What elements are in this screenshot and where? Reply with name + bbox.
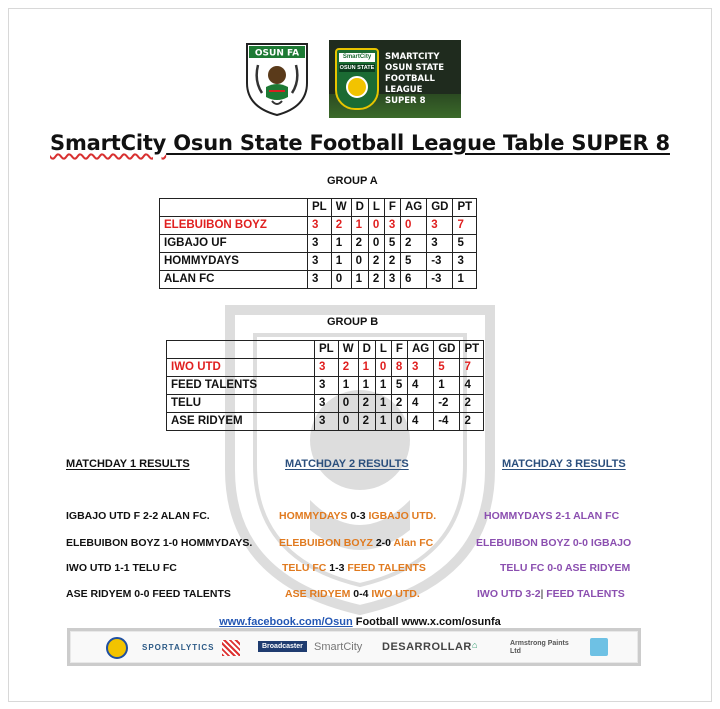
stat-cell: 1 bbox=[351, 217, 368, 235]
sponsor-bar bbox=[67, 628, 641, 666]
stat-cell: 3 bbox=[315, 377, 339, 395]
stat-cell: 3 bbox=[308, 271, 332, 289]
team-name: IGBAJO UF bbox=[160, 235, 308, 253]
stat-cell: 0 bbox=[375, 359, 391, 377]
osun-fa-crest-logo bbox=[244, 41, 310, 117]
column-header: F bbox=[391, 341, 407, 359]
column-header: W bbox=[331, 199, 351, 217]
column-header: GD bbox=[427, 199, 453, 217]
matchday-2-heading: MATCHDAY 2 RESULTS bbox=[285, 458, 409, 470]
stat-cell: 2 bbox=[338, 359, 358, 377]
column-header: F bbox=[384, 199, 400, 217]
stat-cell: 1 bbox=[358, 359, 375, 377]
team-name: FEED TALENTS bbox=[167, 377, 315, 395]
stat-cell: 0 bbox=[391, 413, 407, 431]
sponsor-seal-icon bbox=[106, 637, 128, 659]
md3-result: TELU FC 0-0 ASE RIDYEM bbox=[500, 562, 631, 574]
column-header: W bbox=[338, 341, 358, 359]
stat-cell: 3 bbox=[315, 413, 339, 431]
stat-cell: 2 bbox=[368, 253, 384, 271]
stat-cell: 3 bbox=[315, 359, 339, 377]
page-title bbox=[0, 131, 720, 155]
column-header: D bbox=[358, 341, 375, 359]
stat-cell: 3 bbox=[308, 235, 332, 253]
stat-cell: -3 bbox=[427, 271, 453, 289]
stat-cell: 2 bbox=[368, 271, 384, 289]
column-header: L bbox=[375, 341, 391, 359]
stat-cell: -2 bbox=[434, 395, 460, 413]
header-team-cell bbox=[160, 199, 308, 217]
column-header: PT bbox=[460, 341, 484, 359]
team-name: ELEBUIBON BOYZ bbox=[160, 217, 308, 235]
league-badge-icon: SmartCity OSUN STATE bbox=[335, 48, 379, 110]
column-header: AG bbox=[407, 341, 433, 359]
column-header: L bbox=[368, 199, 384, 217]
stat-cell: 2 bbox=[331, 217, 351, 235]
stat-cell: 2 bbox=[391, 395, 407, 413]
stat-cell: 2 bbox=[400, 235, 426, 253]
table-row bbox=[167, 395, 484, 413]
team-name: ALAN FC bbox=[160, 271, 308, 289]
group-b-table bbox=[166, 340, 484, 431]
group-a-table bbox=[159, 198, 477, 289]
stat-cell: 3 bbox=[308, 253, 332, 271]
stat-cell: 4 bbox=[407, 395, 433, 413]
stat-cell: 3 bbox=[384, 271, 400, 289]
md3-result: IWO UTD 3-2| FEED TALENTS bbox=[477, 588, 625, 600]
team-name: TELU bbox=[167, 395, 315, 413]
md1-result: IGBAJO UTD F 2-2 ALAN FC. bbox=[66, 510, 210, 522]
stat-cell: 0 bbox=[368, 217, 384, 235]
matchday-1-heading: MATCHDAY 1 RESULTS bbox=[66, 458, 190, 470]
stat-cell: 3 bbox=[308, 217, 332, 235]
md1-result: IWO UTD 1-1 TELU FC bbox=[66, 562, 177, 574]
stat-cell: 2 bbox=[460, 413, 484, 431]
sponsor-flag-icon bbox=[222, 640, 240, 656]
sponsor-sportalytics: SPORTALYTICS bbox=[142, 643, 215, 652]
md3-result: ELEBUIBON BOYZ 0-0 IGBAJO bbox=[476, 537, 632, 549]
stat-cell: 2 bbox=[460, 395, 484, 413]
stat-cell: 8 bbox=[391, 359, 407, 377]
table-row bbox=[160, 217, 477, 235]
stat-cell: 1 bbox=[375, 413, 391, 431]
group-b-label: GROUP B bbox=[327, 316, 379, 328]
md2-result: TELU FC 1-3 FEED TALENTS bbox=[282, 562, 426, 574]
table-row bbox=[167, 377, 484, 395]
title-first-word: SmartCity bbox=[50, 131, 167, 155]
stat-cell: 0 bbox=[338, 413, 358, 431]
table-row bbox=[160, 253, 477, 271]
table-header-row bbox=[167, 341, 484, 359]
matchday-3-heading: MATCHDAY 3 RESULTS bbox=[502, 458, 626, 470]
sponsor-tmk-icon: ⌂ bbox=[472, 640, 478, 650]
stat-cell: 7 bbox=[460, 359, 484, 377]
stat-cell: 5 bbox=[453, 235, 477, 253]
stat-cell: 1 bbox=[331, 235, 351, 253]
stat-cell: 3 bbox=[427, 217, 453, 235]
stat-cell: -3 bbox=[427, 253, 453, 271]
table-row bbox=[160, 271, 477, 289]
stat-cell: 3 bbox=[384, 217, 400, 235]
stat-cell: 5 bbox=[384, 235, 400, 253]
stat-cell: -4 bbox=[434, 413, 460, 431]
stat-cell: 1 bbox=[453, 271, 477, 289]
column-header: GD bbox=[434, 341, 460, 359]
stat-cell: 1 bbox=[351, 271, 368, 289]
stat-cell: 6 bbox=[400, 271, 426, 289]
stat-cell: 0 bbox=[368, 235, 384, 253]
super8-league-logo bbox=[329, 40, 461, 118]
stat-cell: 5 bbox=[391, 377, 407, 395]
md3-result: HOMMYDAYS 2-1 ALAN FC bbox=[484, 510, 620, 522]
stat-cell: 0 bbox=[351, 253, 368, 271]
sponsor-smartcity: SmartCity bbox=[314, 641, 363, 653]
column-header: PL bbox=[308, 199, 332, 217]
stat-cell: 3 bbox=[427, 235, 453, 253]
group-a-label: GROUP A bbox=[327, 175, 378, 187]
sponsor-armstrong: Armstrong Paints Ltd bbox=[510, 640, 569, 655]
stat-cell: 4 bbox=[460, 377, 484, 395]
team-name: HOMMYDAYS bbox=[160, 253, 308, 271]
md1-result: ELEBUIBON BOYZ 1-0 HOMMYDAYS. bbox=[66, 537, 253, 549]
column-header: D bbox=[351, 199, 368, 217]
stat-cell: 1 bbox=[375, 395, 391, 413]
title-rest: Osun State Football League Table SUPER 8 bbox=[166, 131, 670, 155]
md2-result: ELEBUIBON BOYZ 2-0 Alan FC bbox=[279, 537, 434, 549]
stat-cell: 5 bbox=[400, 253, 426, 271]
stat-cell: 5 bbox=[434, 359, 460, 377]
md1-result: ASE RIDYEM 0-0 FEED TALENTS bbox=[66, 588, 231, 600]
table-row bbox=[167, 359, 484, 377]
stat-cell: 1 bbox=[375, 377, 391, 395]
stat-cell: 2 bbox=[384, 253, 400, 271]
sponsor-square-icon bbox=[590, 638, 608, 656]
column-header: AG bbox=[400, 199, 426, 217]
md2-result: ASE RIDYEM 0-4 IWO UTD. bbox=[285, 588, 420, 600]
sponsor-broadcaster: Broadcaster bbox=[258, 641, 307, 652]
team-name: ASE RIDYEM bbox=[167, 413, 315, 431]
header-team-cell bbox=[167, 341, 315, 359]
football-icon bbox=[346, 76, 368, 98]
stat-cell: 1 bbox=[434, 377, 460, 395]
stat-cell: 2 bbox=[358, 395, 375, 413]
md2-result: HOMMYDAYS 0-3 IGBAJO UTD. bbox=[279, 510, 437, 522]
table-header-row bbox=[160, 199, 477, 217]
table-row bbox=[160, 235, 477, 253]
column-header: PL bbox=[315, 341, 339, 359]
facebook-link[interactable]: www.facebook.com/Osun bbox=[219, 616, 353, 628]
stat-cell: 4 bbox=[407, 377, 433, 395]
league-logo-caption: SMARTCITY OSUN STATE FOOTBALL LEAGUE SUPER 8 bbox=[385, 52, 445, 106]
svg-text:OSUN FA: OSUN FA bbox=[254, 48, 300, 59]
column-header: PT bbox=[453, 199, 477, 217]
stat-cell: 4 bbox=[407, 413, 433, 431]
stat-cell: 2 bbox=[358, 413, 375, 431]
stat-cell: 0 bbox=[338, 395, 358, 413]
stat-cell: 1 bbox=[331, 253, 351, 271]
stat-cell: 2 bbox=[351, 235, 368, 253]
stat-cell: 3 bbox=[407, 359, 433, 377]
table-row bbox=[167, 413, 484, 431]
team-name: IWO UTD bbox=[167, 359, 315, 377]
text-cursor: | bbox=[540, 588, 544, 600]
sponsor-desarrollar: DESARROLLAR bbox=[382, 641, 472, 653]
stat-cell: 0 bbox=[331, 271, 351, 289]
stat-cell: 3 bbox=[315, 395, 339, 413]
stat-cell: 0 bbox=[400, 217, 426, 235]
stat-cell: 1 bbox=[338, 377, 358, 395]
stat-cell: 1 bbox=[358, 377, 375, 395]
stat-cell: 3 bbox=[453, 253, 477, 271]
stat-cell: 7 bbox=[453, 217, 477, 235]
footer-social-links: www.facebook.com/Osun Football www.x.com/osunfa bbox=[219, 616, 501, 628]
